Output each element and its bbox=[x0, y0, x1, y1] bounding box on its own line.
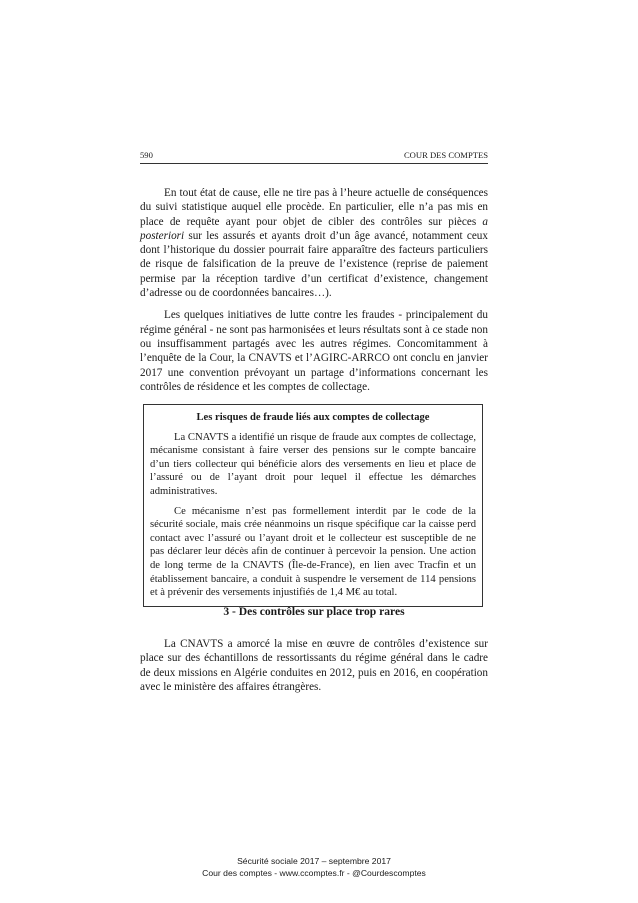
page-header bbox=[140, 150, 488, 160]
page-footer bbox=[140, 856, 488, 879]
framed-box bbox=[143, 404, 483, 607]
section-body bbox=[140, 637, 488, 694]
box-title: Les risques de fraude liés aux comptes de collectage bbox=[196, 412, 430, 423]
page-number: 590 bbox=[140, 150, 153, 160]
paragraph bbox=[140, 186, 488, 300]
footer-line: Sécurité sociale 2017 – septembre 2017 bbox=[237, 856, 391, 866]
body-text bbox=[140, 186, 488, 402]
section-title: 3 - Des contrôles sur place trop rares bbox=[223, 605, 405, 618]
header-rule bbox=[140, 163, 488, 164]
box-paragraph: La CNAVTS a identifié un risque de fraude aux comptes de collectage, mécanisme consistant à faire verser des pensions sur le compte bancaire d’un tiers collecteur qui bénéficie alors des versements en lieu et place de l’assuré ou de l’ayant droit pour lequel il effectue les démarches administratives. bbox=[150, 431, 476, 497]
paragraph-text: En tout état de cause, elle ne tire pas à l’heure actuelle de conséquences du suivi statistique auquel elle procède. En particulier, elle n’a pas mis en place de requête ayant pour objet de cibler des contrôles sur pièces bbox=[140, 187, 488, 228]
footer-line: Cour des comptes - www.ccomptes.fr - @Courdescomptes bbox=[202, 867, 426, 878]
italic-term: a posteriori bbox=[140, 215, 488, 242]
paragraph-text: sur les assurés et ayants droit d’un âge avancé, notamment ceux dont l’historique du dossier pourrait faire apparaître des facteurs particuliers de risque de falsification de la preuve de l’existence (reprise de paiement permise par la réception tardive d’un certificat d’existence, changement d’adresse ou de coordonnées bancaires…). bbox=[140, 229, 488, 300]
box-paragraph: Ce mécanisme n’est pas formellement interdit par le code de la sécurité sociale, mais crée néanmoins un risque spécifique car la caisse perd contact avec l’assuré ou l’ayant droit et le collecteur est susceptible de ne pas déclarer leur décès afin de continuer à percevoir la pension. Une action de long terme de la CNAVTS (Île-de-France), en lien avec Tracfin et un établissement bancaire, a conduit à suspendre le versement de 114 pensions et à prévenir des versements injustifiés de 1,4 M€ au total. bbox=[150, 505, 476, 599]
paragraph: Les quelques initiatives de lutte contre les fraudes - principalement du régime général - ne sont pas harmonisées et leurs résultats sont à ce stade non ou insuffisamment partagés avec les autres régimes. Concomitamment à l’enquête de la Cour, la CNAVTS et l’AGIRC-ARRCO ont conclu en janvier 2017 une convention prévoyant un partage d’informations concernant les contrôles de résidence et les comptes de collectage. bbox=[140, 309, 488, 393]
paragraph: La CNAVTS a amorcé la mise en œuvre de contrôles d’existence sur place sur des échantillons de ressortissants du régime général dans le cadre de deux missions en Algérie conduites en 2012, puis en 2016, en coopération avec le ministère des affaires étrangères. bbox=[140, 638, 488, 693]
running-title: COUR DES COMPTES bbox=[403, 150, 488, 160]
